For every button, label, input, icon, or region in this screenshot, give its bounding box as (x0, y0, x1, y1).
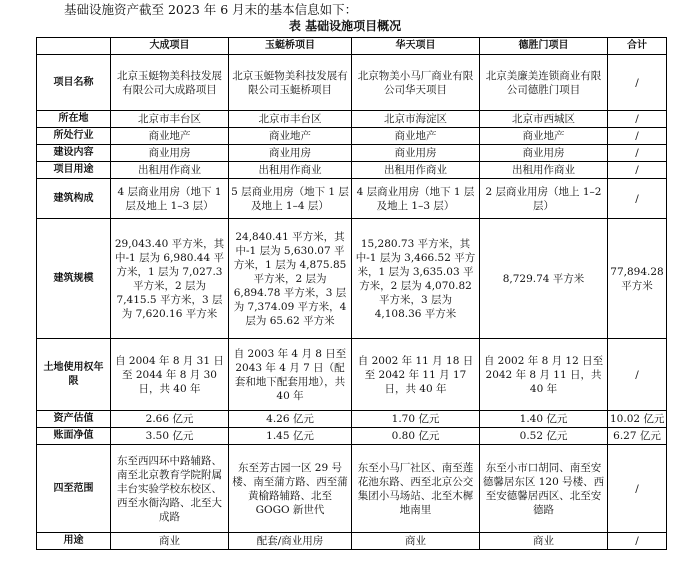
row-label: 项目名称 (37, 55, 111, 111)
row-label: 土地使用权年限 (37, 339, 111, 411)
row-label: 账面净值 (37, 428, 111, 445)
row-label: 用途 (37, 533, 111, 550)
cell: 北京市西城区 (480, 111, 608, 128)
cell: 北京市丰台区 (111, 111, 229, 128)
cell: 商业用房 (111, 145, 229, 162)
table-row (37, 533, 667, 550)
header-dacheng: 大成项目 (111, 38, 229, 55)
row-label: 资产估值 (37, 411, 111, 428)
cell: 1.70 亿元 (352, 411, 480, 428)
cell: 商业 (352, 533, 480, 550)
cell: 8,729.74 平方米 (480, 219, 608, 339)
cell: 北京玉蜓物美科技发展有限公司玉蜓桥项目 (229, 55, 352, 111)
cell: 商业地产 (229, 128, 352, 145)
table-row (37, 145, 667, 162)
cell: 商业用房 (480, 145, 608, 162)
cell: / (608, 145, 667, 162)
cell: 15,280.73 平方米，其中-1 层为 3,466.52 平方米，1 层为 3,635.03 平方米，2 层为 4,070.82 平方米，3 层为 4,108.36 平方米 (352, 219, 480, 339)
row-label: 建筑构成 (37, 179, 111, 219)
cell: / (608, 533, 667, 550)
cell: 1.45 亿元 (229, 428, 352, 445)
table-row (37, 339, 667, 411)
project-overview-table (36, 37, 667, 550)
cell: 2 层商业用房（地上 1–2 层） (480, 179, 608, 219)
cell: 0.52 亿元 (480, 428, 608, 445)
cell: 自 2002 年 8 月 12 日至 2042 年 8 月 11 日，共 40 年 (480, 339, 608, 411)
row-label: 所处行业 (37, 128, 111, 145)
cell: 北京玉蜓物美科技发展有限公司大成路项目 (111, 55, 229, 111)
cell: 2.66 亿元 (111, 411, 229, 428)
cell: 出租用作商业 (352, 162, 480, 179)
cell: / (608, 162, 667, 179)
cell: 东至芳古园一区 29 号楼、南至蒲方路、西至蒲黄榆路辅路、北至 GOGO 新世代 (229, 445, 352, 533)
header-yutingqiao: 玉蜓桥项目 (229, 38, 352, 55)
cell: 5 层商业用房（地下 1 层及地上 1–4 层） (229, 179, 352, 219)
cell: 商业 (111, 533, 229, 550)
cell: 商业地产 (111, 128, 229, 145)
cell: 北京美廉美连锁商业有限公司德胜门项目 (480, 55, 608, 111)
cell: 出租用作商业 (480, 162, 608, 179)
cell: 0.80 亿元 (352, 428, 480, 445)
cell: / (608, 179, 667, 219)
table-row (37, 55, 667, 111)
cell: 77,894.28 平方米 (608, 219, 667, 339)
cell: / (608, 339, 667, 411)
cell: 1.40 亿元 (480, 411, 608, 428)
cell: 商业地产 (480, 128, 608, 145)
header-huatian: 华天项目 (352, 38, 480, 55)
header-deshengmen: 德胜门项目 (480, 38, 608, 55)
table-caption: 表 基础设施项目概况 (288, 19, 402, 33)
cell: 29,043.40 平方米，其中-1 层为 6,980.44 平方米，1 层为 7,027.3 平方米，2 层为 7,415.5 平方米，3 层为 7,620.16 平方米 (111, 219, 229, 339)
cell: 3.50 亿元 (111, 428, 229, 445)
cell: 配套/商业用房 (229, 533, 352, 550)
cell: 4.26 亿元 (229, 411, 352, 428)
cell: 10.02 亿元 (608, 411, 667, 428)
cell: 北京市丰台区 (229, 111, 352, 128)
cell: 商业 (480, 533, 608, 550)
intro-text: 基础设施资产截至 2023 年 6 月末的基本信息如下： (64, 2, 358, 17)
header-row (37, 38, 667, 55)
cell: 4 层商业用房（地下 1 层及地上 1–3 层） (352, 179, 480, 219)
cell: 出租用作商业 (229, 162, 352, 179)
row-label: 建筑规模 (37, 219, 111, 339)
cell: / (608, 111, 667, 128)
cell: 自 2003 年 4 月 8 日至 2043 年 4 月 7 日（配套和地下配套用地），共 40 年 (229, 339, 352, 411)
row-label: 建设内容 (37, 145, 111, 162)
cell: 24,840.41 平方米，其中-1 层为 5,630.07 平方米，1 层为 4,875.85 平方米，2 层为 6,894.78 平方米，3 层为 7,374.09 平方米，4 层为 65.62 平方米 (229, 219, 352, 339)
cell: 商业用房 (352, 145, 480, 162)
table-row (37, 128, 667, 145)
table-row (37, 162, 667, 179)
cell: / (608, 55, 667, 111)
header-corner (37, 38, 111, 55)
cell: 自 2002 年 11 月 18 日至 2042 年 11 月 17 日，共 40 年 (352, 339, 480, 411)
table-row (37, 445, 667, 533)
row-label: 项目用途 (37, 162, 111, 179)
table-row (37, 411, 667, 428)
cell: 东至西四环中路辅路、南至北京教育学院附属丰台实验学校东校区、西至水衙沟路、北至大成路 (111, 445, 229, 533)
cell: 出租用作商业 (111, 162, 229, 179)
table-row (37, 219, 667, 339)
table-row (37, 111, 667, 128)
cell: 商业用房 (229, 145, 352, 162)
cell: 自 2004 年 8 月 31 日至 2044 年 8 月 30 日，共 40 年 (111, 339, 229, 411)
cell: 4 层商业用房（地下 1 层及地上 1–3 层） (111, 179, 229, 219)
cell: / (608, 445, 667, 533)
table-row (37, 179, 667, 219)
cell: 东至小马厂社区、南至莲花池东路、西至北京公交集团小马场站、北至木樨地南里 (352, 445, 480, 533)
cell: 6.27 亿元 (608, 428, 667, 445)
row-label: 四至范围 (37, 445, 111, 533)
cell: 东至小市口胡同、南至安德馨居东区 120 号楼、西至安德馨居西区、北至安德路 (480, 445, 608, 533)
table-row (37, 428, 667, 445)
row-label: 所在地 (37, 111, 111, 128)
cell: 北京市海淀区 (352, 111, 480, 128)
cell: 商业地产 (352, 128, 480, 145)
cell: 北京物美小马厂商业有限公司华天项目 (352, 55, 480, 111)
cell: / (608, 128, 667, 145)
header-total: 合计 (608, 38, 667, 55)
